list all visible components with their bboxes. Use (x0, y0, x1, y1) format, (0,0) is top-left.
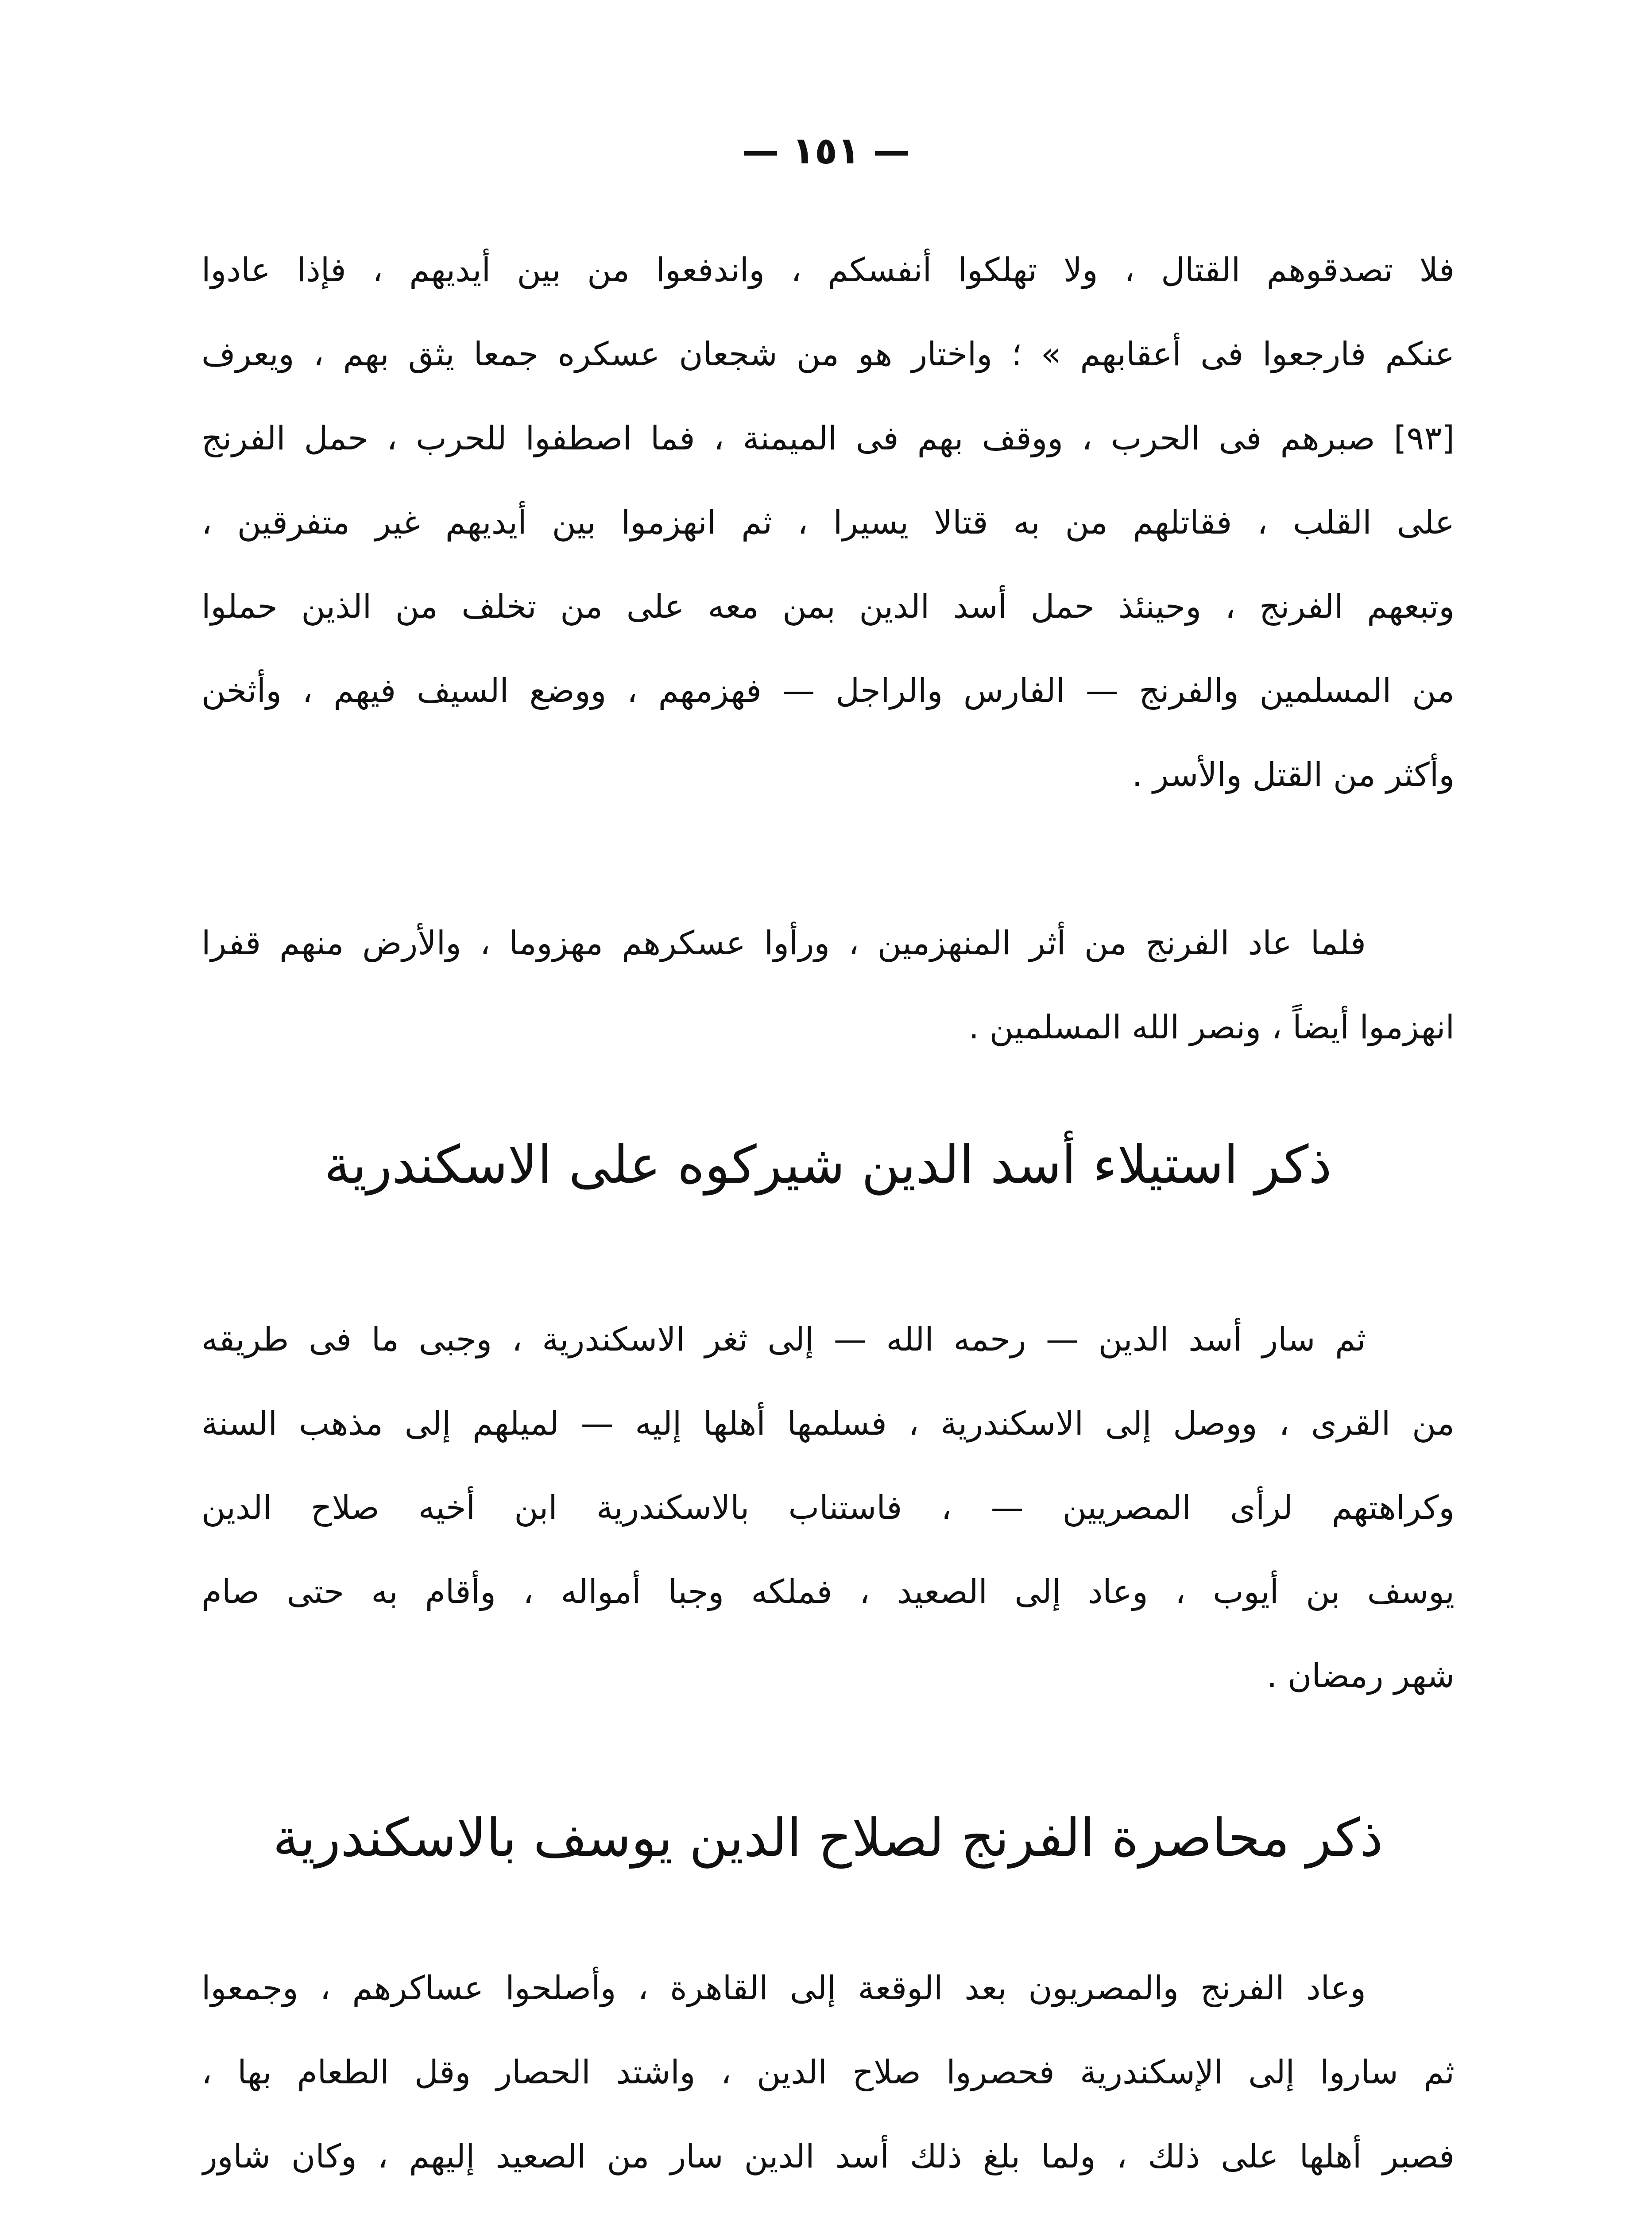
paragraph-2 (201, 901, 1455, 1069)
text-line: وكراهتهم لرأى المصريين — ، فاستناب بالاسكندرية ابن أخيه صلاح الدين (201, 1489, 1455, 1527)
text-line: وتبعهم الفرنج ، وحينئذ حمل أسد الدين بمن معه على من تخلف من الذين حملوا (201, 588, 1455, 626)
text-line: ثم ساروا إلى الإسكندرية فحصروا صلاح الدين ، واشتد الحصار وقل الطعام بها ، (201, 2053, 1455, 2091)
paragraph-4 (201, 1946, 1455, 2214)
text-line: وعاد الفرنج والمصريون بعد الوقعة إلى القاهرة ، وأصلحوا عساكرهم ، وجمعوا (201, 1969, 1366, 2007)
text-line: فصبر أهلها على ذلك ، ولما بلغ ذلك أسد الدين سار من الصعيد إليهم ، وكان شاور (201, 2137, 1455, 2175)
section-heading-1: ذكر استيلاء أسد الدين شيركوه على الاسكندرية (324, 1134, 1332, 1195)
text-line: على القلب ، فقاتلهم من به قتالا يسيرا ، ثم انهزموا بين أيديهم غير متفرقين ، (201, 503, 1455, 542)
text-line: من القرى ، ووصل إلى الاسكندرية ، فسلمها أهلها إليه — لميلهم إلى مذهب السنة (201, 1405, 1455, 1443)
text-line: [٩٣] صبرهم فى الحرب ، ووقف بهم فى الميمنة ، فما اصطفوا للحرب ، حمل الفرنج (201, 419, 1455, 457)
section-heading-2: ذكر محاصرة الفرنج لصلاح الدين يوسف بالاسكندرية (273, 1807, 1383, 1868)
text-line: شهر رمضان . (1267, 1657, 1455, 1695)
text-line: عنكم فارجعوا فى أعقابهم » ؛ واختار هو من شجعان عسكره جمعا يثق بهم ، ويعرف (201, 335, 1455, 373)
text-line: يوسف بن أيوب ، وعاد إلى الصعيد ، فملكه وجبا أمواله ، وأقام به حتى صام (201, 1573, 1455, 1611)
page-number: — ١٥١ — (742, 129, 910, 172)
text-line (201, 2199, 1455, 2214)
paragraph-3 (201, 1297, 1455, 1718)
text-line: فلا تصدقوهم القتال ، ولا تهلكوا أنفسكم ، واندفعوا من بين أيديهم ، فإذا عادوا (201, 251, 1455, 289)
text-line: فلما عاد الفرنج من أثر المنهزمين ، ورأوا عسكرهم مهزوما ، والأرض منهم قفرا (201, 924, 1366, 962)
text-line: انهزموا أيضاً ، ونصر الله المسلمين . (968, 1008, 1455, 1046)
text-line: من المسلمين والفرنج — الفارس والراجل — فهزمهم ، ووضع السيف فيهم ، وأثخن (201, 672, 1455, 710)
text-line: ثم سار أسد الدين — رحمه الله — إلى ثغر الاسكندرية ، وجبى ما فى طريقه (201, 1320, 1366, 1359)
text-line: وأكثر من القتل والأسر . (1132, 756, 1455, 794)
paragraph-1 (201, 228, 1455, 817)
